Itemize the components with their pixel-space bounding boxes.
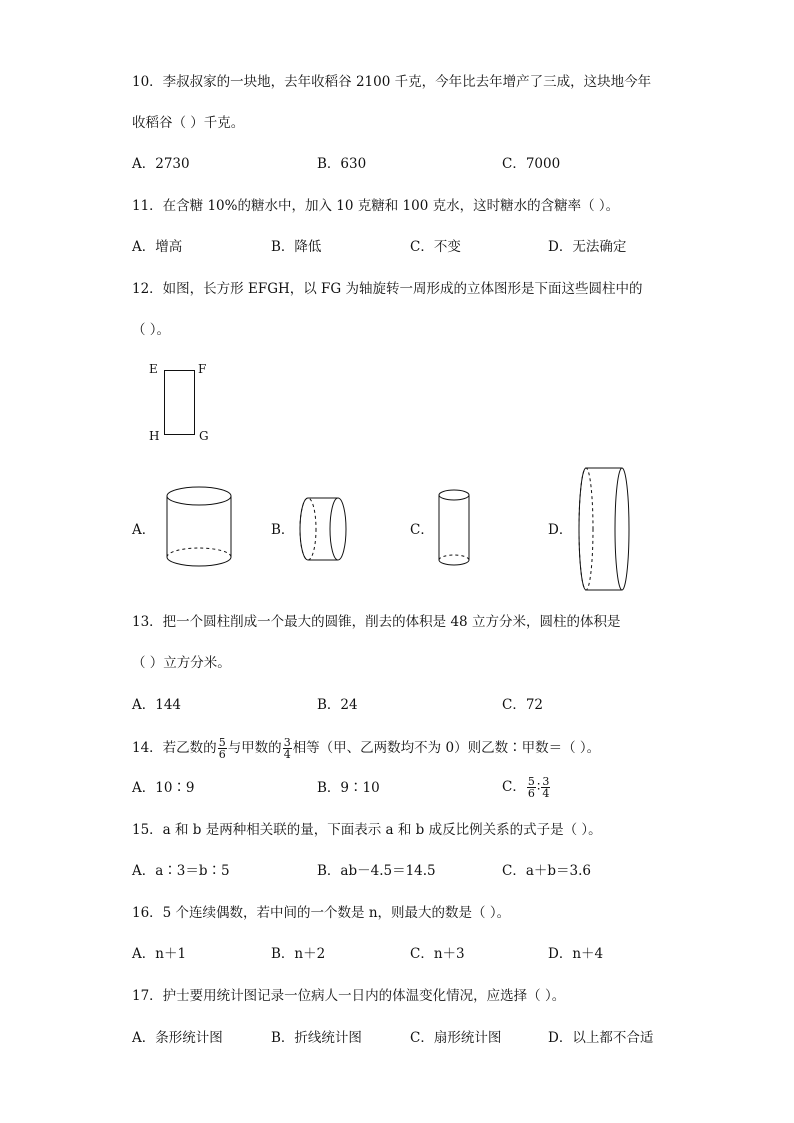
q14-mid: 与甲数的	[227, 740, 282, 756]
ratio-sep: ∶	[536, 779, 541, 795]
label-f: F	[198, 362, 207, 376]
frac-numerator: 3	[283, 736, 291, 749]
label-h: H	[149, 429, 160, 443]
q14-option-c	[502, 773, 551, 801]
q14-optc-fraction-3-4	[541, 776, 550, 799]
q16-option-a: A．n＋1	[132, 946, 187, 962]
q17-option-d: D．以上都不合适	[548, 1030, 654, 1046]
q17-text: 17．护士要用统计图记录一位病人一日内的体温变化情况，应选择（ ）。	[132, 988, 566, 1004]
q13-option-b: B．24	[317, 697, 358, 713]
q17-option-a: A．条形统计图	[132, 1030, 223, 1046]
q11-text: 11．在含糖 10%的糖水中，加入 10 克糖和 100 克水，这时糖水的含糖率（ ）。	[132, 198, 620, 214]
q14-option-a: A．10∶9	[132, 780, 195, 796]
q14-fraction-3-4	[283, 737, 292, 760]
q10-text-line2: 收稻谷（ ）千克。	[132, 115, 245, 131]
q16-option-c: C．n＋3	[410, 946, 465, 962]
rectangle-efgh-figure	[144, 360, 214, 446]
q12-text-line1: 12．如图，长方形 EFGH，以 FG 为轴旋转一周形成的立体图形是下面这些圆柱中的	[132, 281, 643, 297]
q15-option-b: B．ab－4.5＝14.5	[317, 863, 436, 879]
cylinder-d-figure	[574, 464, 634, 594]
q11-option-a: A．增高	[132, 239, 183, 255]
q10-text-line1: 10．李叔叔家的一块地，去年收稻谷 2100 千克，今年比去年增产了三成，这块地今年	[132, 74, 652, 90]
frac-denominator: 6	[218, 748, 226, 761]
q16-text: 16．5 个连续偶数，若中间的一个数是 n，则最大的数是（ ）。	[132, 905, 511, 921]
q14-option-b: B．9∶10	[317, 780, 380, 796]
q14-option-c-letter: C．	[502, 779, 526, 795]
q13-option-c: C．72	[502, 697, 544, 713]
q13-text-line2: （ ）立方分米。	[132, 655, 231, 671]
q12-text-line2: （ ）。	[132, 322, 171, 338]
q12-option-c: C．	[410, 522, 434, 538]
q14-text	[132, 736, 600, 760]
q13-text-line1: 13．把一个圆柱削成一个最大的圆锥，削去的体积是 48 立方分米，圆柱的体积是	[132, 614, 621, 630]
frac-numerator: 5	[218, 736, 226, 749]
q10-option-c: C．7000	[502, 156, 561, 172]
label-g: G	[199, 429, 209, 443]
q14-suffix: 相等（甲、乙两数均不为 0）则乙数∶甲数＝（ ）。	[292, 740, 601, 756]
q11-option-d: D．无法确定	[548, 239, 627, 255]
cylinder-a-figure	[163, 485, 235, 569]
label-e: E	[149, 362, 158, 376]
q10-option-b: B．630	[317, 156, 367, 172]
frac-numerator: 3	[542, 775, 550, 788]
frac-denominator: 4	[283, 748, 291, 761]
rectangle-efgh	[165, 371, 195, 435]
q11-option-b: B．降低	[271, 239, 322, 255]
q15-option-a: A．a∶3＝b∶5	[132, 863, 230, 879]
frac-denominator: 4	[542, 787, 550, 800]
q17-option-b: B．折线统计图	[271, 1030, 362, 1046]
q14-optc-fraction-5-6	[527, 776, 536, 799]
q16-option-d: D．n＋4	[548, 946, 604, 962]
q12-option-a: A．	[132, 522, 156, 538]
q14-fraction-5-6	[218, 737, 227, 760]
q16-option-b: B．n＋2	[271, 946, 326, 962]
frac-denominator: 6	[527, 787, 535, 800]
q11-option-c: C．不变	[410, 239, 461, 255]
q12-option-b: B．	[271, 522, 295, 538]
q12-option-d: D．	[548, 522, 573, 538]
cylinder-c-figure	[436, 487, 472, 569]
cylinder-b-figure	[296, 494, 350, 564]
q10-option-a: A．2730	[132, 156, 190, 172]
q15-text: 15．a 和 b 是两种相关联的量，下面表示 a 和 b 成反比例关系的式子是（ ）。	[132, 822, 602, 838]
q13-option-a: A．144	[132, 697, 182, 713]
frac-numerator: 5	[527, 775, 535, 788]
q15-option-c: C．a＋b＝3.6	[502, 863, 591, 879]
q17-option-c: C．扇形统计图	[410, 1030, 502, 1046]
q14-prefix: 14．若乙数的	[132, 740, 217, 756]
